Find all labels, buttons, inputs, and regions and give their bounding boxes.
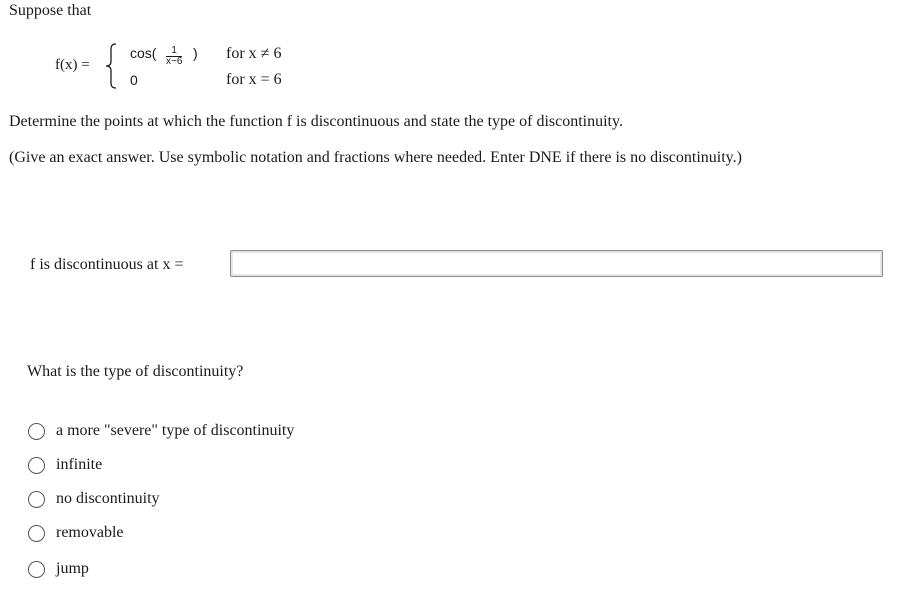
radio-label: jump	[56, 560, 89, 577]
instruction-text: Determine the points at which the function f is discontinuous and state the type of discontinuity.	[9, 113, 623, 130]
radio-label: removable	[56, 524, 124, 541]
answer-label: f is discontinuous at x =	[30, 256, 184, 273]
radio-label: infinite	[56, 456, 103, 473]
radio-circle-icon[interactable]	[28, 525, 45, 542]
answer-input[interactable]	[230, 250, 883, 277]
radio-label: no discontinuity	[56, 490, 160, 507]
function-lhs: f(x) =	[55, 57, 90, 73]
intro-text: Suppose that	[9, 2, 92, 19]
case1-frac-den: x−6	[166, 56, 183, 67]
case1-condition: for x ≠ 6	[226, 45, 282, 62]
radio-option-jump[interactable]	[28, 558, 89, 580]
question-text: What is the type of discontinuity?	[27, 363, 244, 380]
case2-expr: 0	[130, 72, 138, 88]
radio-option-severe[interactable]	[28, 420, 294, 442]
radio-circle-icon[interactable]	[28, 491, 45, 508]
case1-frac-num: 1	[166, 46, 182, 57]
radio-option-removable[interactable]	[28, 522, 124, 544]
radio-option-no-discontinuity[interactable]	[28, 488, 160, 510]
radio-label: a more "severe" type of discontinuity	[56, 422, 295, 439]
brace-icon	[104, 42, 118, 90]
case2-condition: for x = 6	[226, 71, 282, 88]
case1-expr-suffix: )	[193, 45, 198, 61]
case1-fraction	[166, 46, 182, 67]
radio-circle-icon[interactable]	[28, 457, 45, 474]
radio-circle-icon[interactable]	[28, 561, 45, 578]
case1-expr-prefix: cos(	[130, 45, 157, 61]
radio-option-infinite[interactable]	[28, 454, 102, 476]
note-text: (Give an exact answer. Use symbolic notation and fractions where needed. Enter DNE if there is no discontinuity.)	[9, 149, 742, 166]
radio-circle-icon[interactable]	[28, 423, 45, 440]
